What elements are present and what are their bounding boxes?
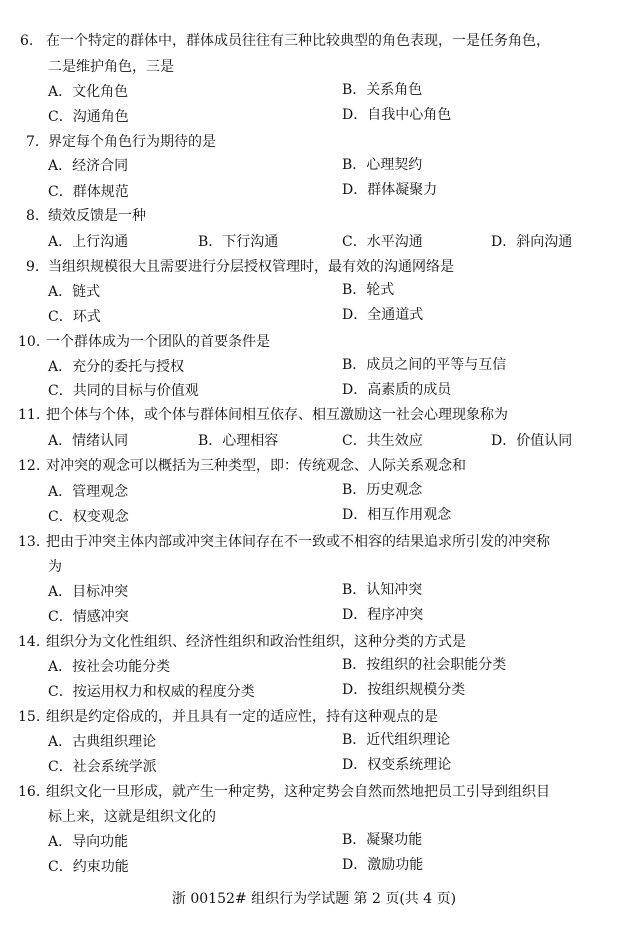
q10-option-c: C．共同的目标与价值观	[48, 383, 199, 399]
q13-option-b: B．认知冲突	[342, 582, 423, 598]
q15-number: 15.	[18, 709, 41, 725]
q7-number: 7.	[26, 134, 40, 150]
q10-option-d: D．高素质的成员	[342, 382, 452, 398]
page-footer: 浙 00152# 组织行为学试题 第 2 页(共 4 页)	[171, 891, 457, 907]
q7-option-a: A．经济合同	[48, 158, 129, 174]
q6-option-b: B．关系角色	[342, 82, 423, 98]
q12-number: 12.	[18, 458, 41, 474]
q11-option-d: D．价值认同	[491, 433, 573, 449]
q15-option-b: B．近代组织理论	[342, 732, 451, 748]
q7-option-c: C．群体规范	[48, 184, 129, 200]
q9-option-a: A．链式	[48, 284, 101, 300]
q14-stem-line1: 组织分为文化性组织、经济性组织和政治性组织，这种分类的方式是	[46, 634, 466, 650]
q12-option-d: D．相互作用观念	[342, 507, 452, 523]
q6-option-d: D．自我中心角色	[342, 107, 452, 123]
q13-stem-line2: 为	[48, 559, 62, 575]
q8-stem-line1: 绩效反馈是一种	[48, 208, 146, 224]
q15-stem-line1: 组织是约定俗成的，并且具有一定的适应性，持有这种观点的是	[46, 709, 438, 725]
q7-stem-line1: 界定每个角色行为期待的是	[48, 134, 216, 150]
q8-number: 8.	[26, 208, 40, 224]
q11-option-c: C．共生效应	[342, 433, 423, 449]
q8-option-c: C．水平沟通	[342, 234, 423, 250]
q10-stem-line1: 一个群体成为一个团队的首要条件是	[46, 334, 270, 350]
q9-number: 9.	[26, 259, 40, 275]
q16-stem-line2: 标上来，这就是组织文化的	[48, 809, 216, 825]
q11-option-b: B．心理相容	[198, 433, 279, 449]
q12-option-b: B．历史观念	[342, 482, 423, 498]
q8-option-b: B．下行沟通	[198, 234, 279, 250]
q11-option-a: A．情绪认同	[48, 433, 129, 449]
q15-option-d: D．权变系统理论	[342, 757, 452, 773]
q12-stem-line1: 对冲突的观念可以概括为三种类型，即：传统观念、人际关系观念和	[46, 458, 466, 474]
q14-option-a: A．按社会功能分类	[48, 659, 171, 675]
q16-option-c: C．约束功能	[48, 859, 129, 875]
q14-option-d: D．按组织规模分类	[342, 682, 466, 698]
q6-number: 6.	[20, 33, 34, 49]
q10-option-b: B．成员之间的平等与互信	[342, 357, 507, 373]
q13-number: 13.	[18, 534, 41, 550]
q15-option-c: C．社会系统学派	[48, 759, 157, 775]
q16-option-a: A．导向功能	[48, 834, 129, 850]
q16-option-b: B．凝聚功能	[342, 832, 423, 848]
q10-number: 10.	[18, 334, 41, 350]
q9-option-d: D．全通道式	[342, 307, 424, 323]
q13-stem-line1: 把由于冲突主体内部或冲突主体间存在不一致或不相容的结果追求所引发的冲突称	[46, 534, 550, 550]
q16-number: 16.	[18, 784, 41, 800]
q13-option-c: C．情感冲突	[48, 609, 129, 625]
q6-stem-line2: 二是维护角色，三是	[48, 59, 174, 75]
q15-option-a: A．古典组织理论	[48, 734, 157, 750]
q10-option-a: A．充分的委托与授权	[48, 359, 185, 375]
q9-stem-line1: 当组织规模很大且需要进行分层授权管理时，最有效的沟通网络是	[48, 259, 454, 275]
q8-option-a: A．上行沟通	[48, 234, 129, 250]
q13-option-d: D．程序冲突	[342, 607, 424, 623]
q12-option-a: A．管理观念	[48, 484, 129, 500]
q6-option-c: C．沟通角色	[48, 109, 129, 125]
q8-option-d: D．斜向沟通	[491, 234, 573, 250]
q16-stem-line1: 组织文化一旦形成，就产生一种定势，这种定势会自然而然地把员工引导到组织目	[46, 784, 550, 800]
q14-number: 14.	[18, 634, 41, 650]
q6-option-a: A．文化角色	[48, 84, 129, 100]
q9-option-b: B．轮式	[342, 282, 395, 298]
q9-option-c: C．环式	[48, 309, 101, 325]
q11-stem-line1: 把个体与个体，或个体与群体间相互依存、相互激励这一社会心理现象称为	[46, 407, 508, 423]
q16-option-d: D．激励功能	[342, 857, 424, 873]
q11-number: 11.	[18, 407, 41, 423]
q7-option-d: D．群体凝聚力	[342, 182, 438, 198]
q12-option-c: C．权变观念	[48, 509, 129, 525]
q13-option-a: A．目标冲突	[48, 584, 129, 600]
q14-option-c: C．按运用权力和权威的程度分类	[48, 684, 255, 700]
q7-option-b: B．心理契约	[342, 157, 423, 173]
q6-stem-line1: 在一个特定的群体中，群体成员往往有三种比较典型的角色表现，一是任务角色，	[46, 33, 550, 49]
q14-option-b: B．按组织的社会职能分类	[342, 657, 507, 673]
